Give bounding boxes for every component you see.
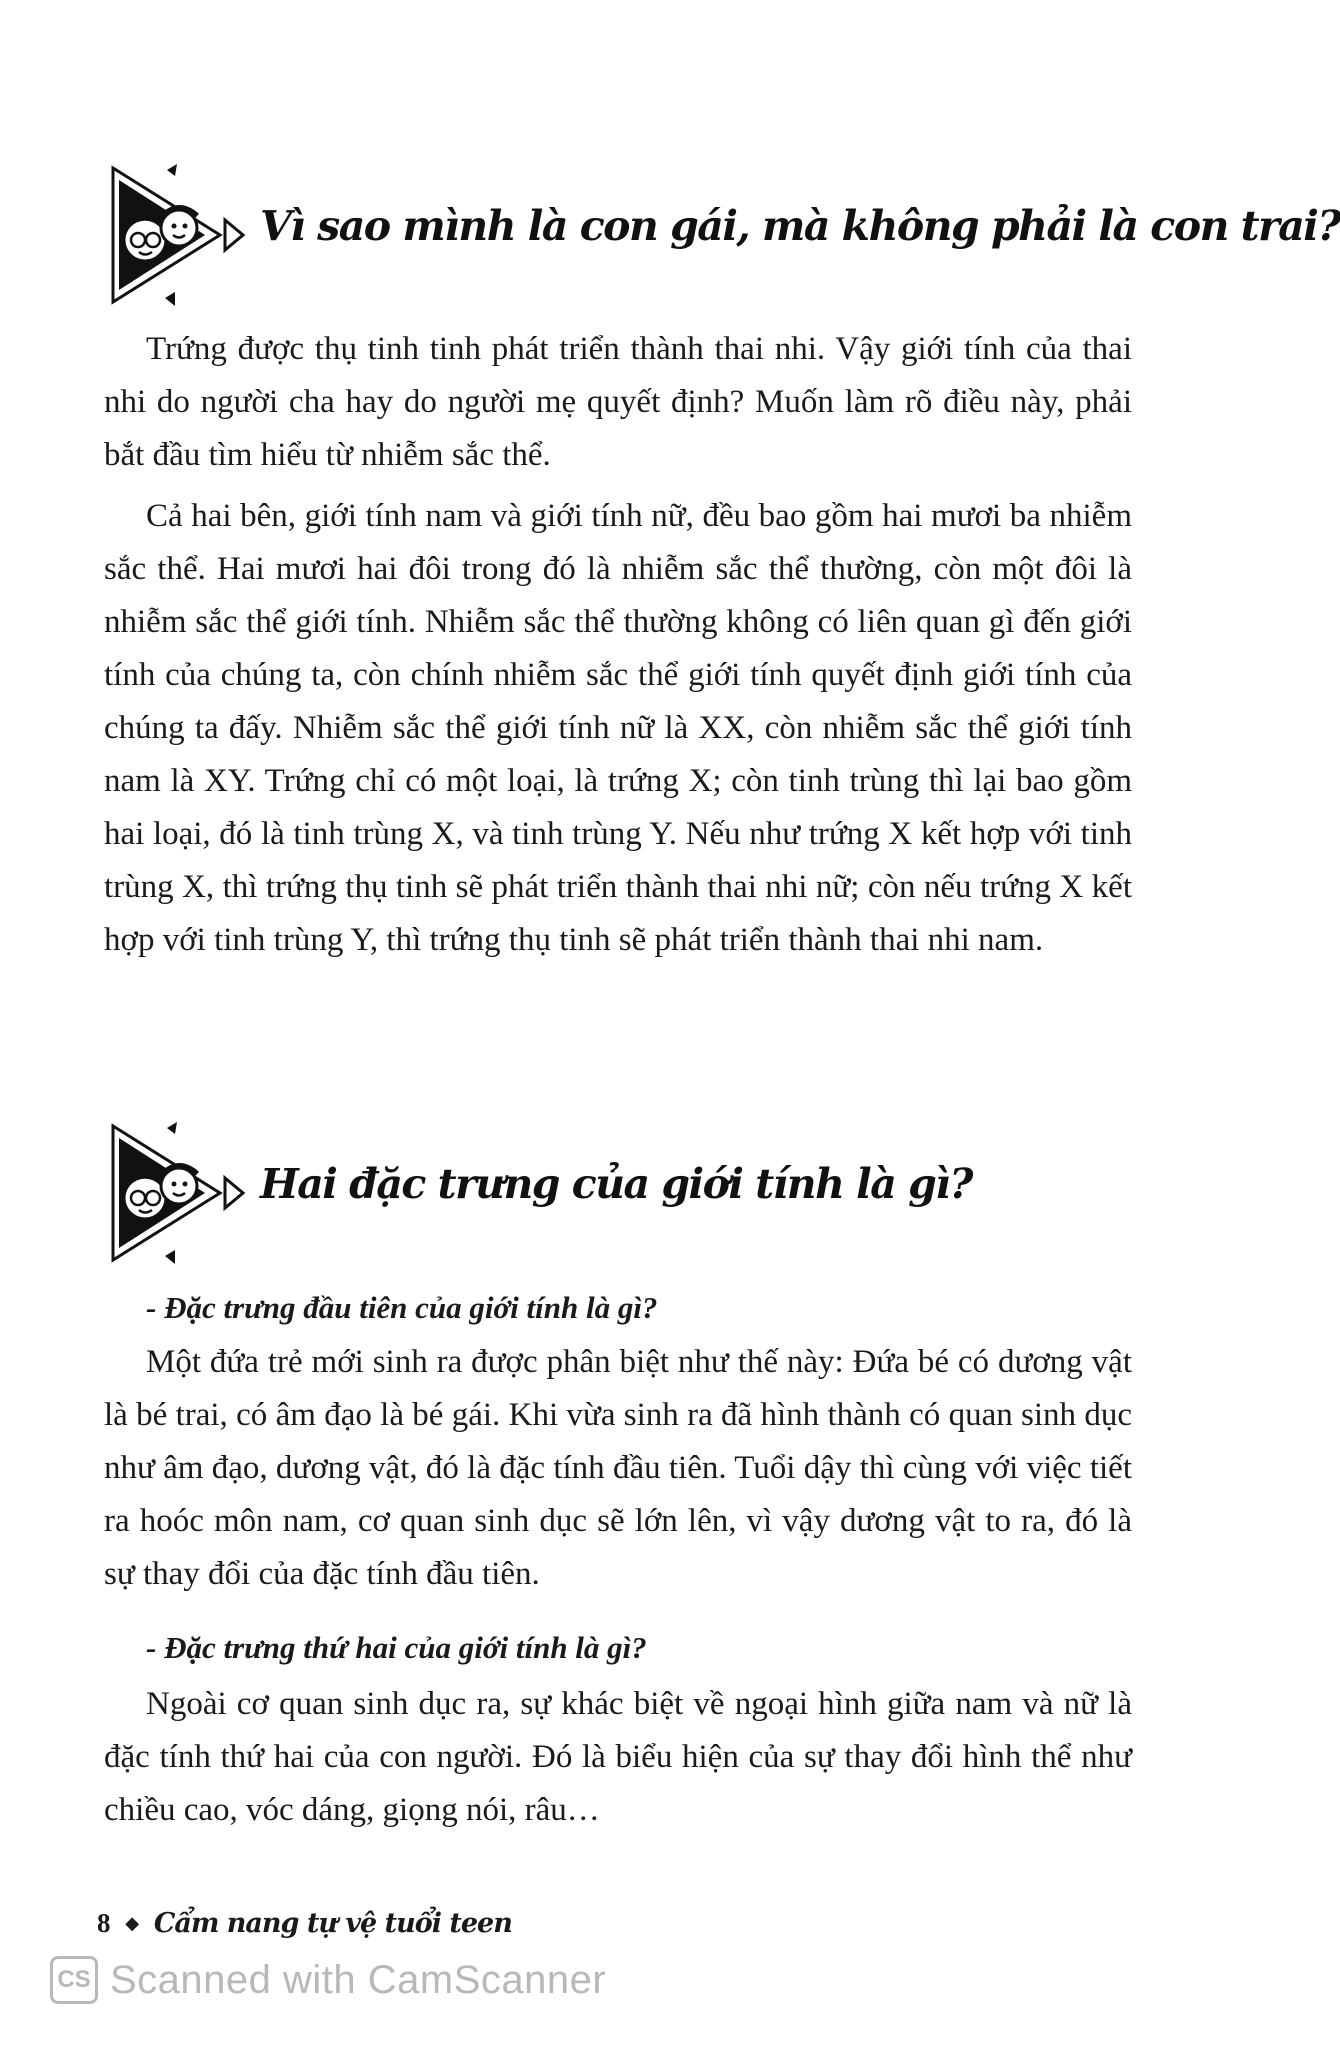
camscanner-watermark [50,1950,606,2010]
kids-triangle-icon [105,160,255,310]
page-number: 8 [97,1908,111,1938]
kids-triangle-icon [105,1118,255,1268]
section-1-title: Vì sao mình là con gái, mà không phải là con trai? [260,202,1340,250]
page-footer [97,1908,512,1939]
camscanner-logo-icon: CS [50,1956,98,2004]
section-2-paragraph-1: Một đứa trẻ mới sinh ra được phân biệt như thế này: Đứa bé có dương vật là bé trai, có âm đạo là bé gái. Khi vừa sinh ra đã hình thành có quan sinh dục như âm đạo, dương vật, đó là đặc tính đầu tiên. Tuổi dậy thì cùng với việc tiết ra hoóc môn nam, cơ quan sinh dục sẽ lớn lên, vì vậy dương vật to ra, đó là sự thay đổi của đặc tính đầu tiên. [104,1344,1132,1592]
subquestion-1: - Đặc trưng đầu tiên của giới tính là gì? [146,1290,658,1325]
section-2-heading [105,1118,1125,1268]
section-1-paragraph-1: Trứng được thụ tinh tinh phát triển thành thai nhi. Vậy giới tính của thai nhi do người cha hay do người mẹ quyết định? Muốn làm rõ điều này, phải bắt đầu tìm hiểu từ nhiễm sắc thể. [104,331,1132,473]
section-2-paragraph-2: Ngoài cơ quan sinh dục ra, sự khác biệt về ngoại hình giữa nam và nữ là đặc tính thứ hai của con người. Đó là biểu hiện của sự thay đổi hình thể như chiều cao, vóc dáng, giọng nói, râu… [104,1686,1132,1828]
watermark-text: Scanned with CamScanner [110,1957,607,2002]
section-2-title: Hai đặc trưng của giới tính là gì? [260,1160,972,1208]
diamond-bullet-icon: ◆ [125,1913,140,1933]
section-1-paragraph-2: Cả hai bên, giới tính nam và giới tính nữ, đều bao gồm hai mươi ba nhiễm sắc thể. Hai mươi hai đôi trong đó là nhiễm sắc thể thường, còn một đôi là nhiễm sắc thể giới tính. Nhiễm sắc thể thường không có liên quan gì đến giới tính của chúng ta, còn chính nhiễm sắc thể giới tính quyết định giới tính của chúng ta đấy. Nhiễm sắc thể giới tính nữ là XX, còn nhiễm sắc thể giới tính nam là XY. Trứng chỉ có một loại, là trứng X; còn tinh trùng thì lại bao gồm hai loại, đó là tinh trùng X, và tinh trùng Y. Nếu như trứng X kết hợp với tinh trùng X, thì trứng thụ tinh sẽ phát triển thành thai nhi nữ; còn nếu trứng X kết hợp với tinh trùng Y, thì trứng thụ tinh sẽ phát triển thành thai nhi nam. [104,498,1132,958]
book-title: Cẩm nang tự vệ tuổi teen [153,1908,512,1939]
section-1-heading [105,160,1340,310]
subquestion-2: - Đặc trưng thứ hai của giới tính là gì? [146,1630,647,1665]
